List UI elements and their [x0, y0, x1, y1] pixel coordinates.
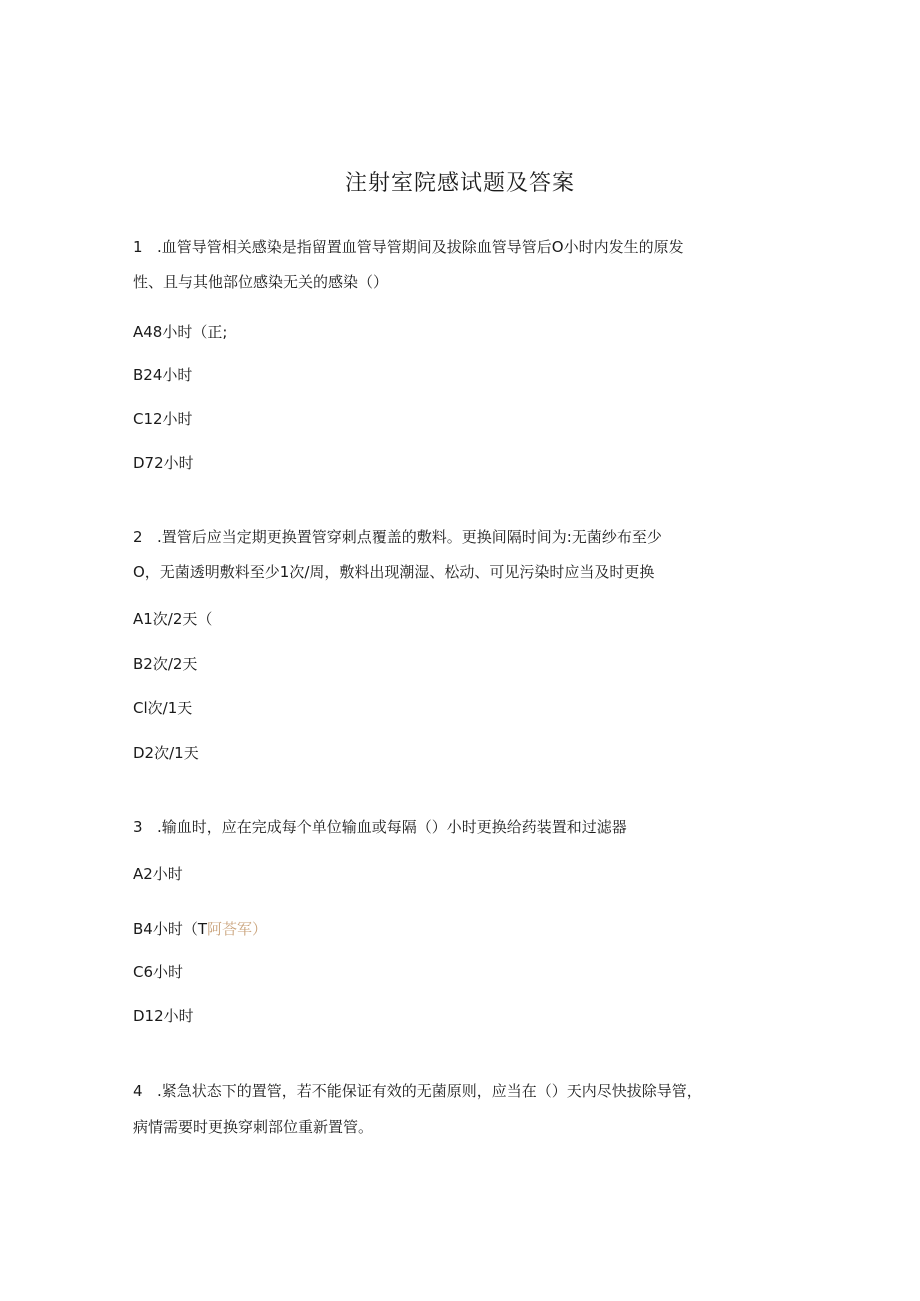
question-3-option-b-text: B4小时（T	[133, 920, 207, 938]
question-1-text: .血管导管相关感染是指留置血管导管期间及拔除血管导管后O小时内发生的原发	[157, 238, 684, 256]
question-3-number: 3	[133, 818, 143, 836]
question-2-number: 2	[133, 528, 143, 546]
question-2-line-2: O，无菌透明敷料至少1次/周，敷料出现潮湿、松动、可见污染时应当及时更换	[133, 563, 655, 581]
question-3-line-1	[133, 817, 627, 837]
question-3-option-b	[133, 919, 267, 939]
question-2-text: .置管后应当定期更换置管穿刺点覆盖的敷料。更换间隔时间为:无菌纱布至少	[157, 528, 662, 546]
answer-stamp: 阿荅军）	[207, 920, 268, 938]
question-4-line-1	[133, 1081, 702, 1101]
question-4-number: 4	[133, 1082, 143, 1100]
question-1-number: 1	[133, 238, 143, 256]
question-1-option-a: A48小时（正;	[133, 323, 228, 341]
question-4-line-2: 病情需要时更换穿刺部位重新置管。	[133, 1118, 374, 1136]
question-3-option-a: A2小时	[133, 865, 183, 883]
question-1-line-2: 性、且与其他部位感染无关的感染（）	[133, 273, 389, 291]
page-title: 注射室院感试题及答案	[344, 171, 575, 196]
question-1-option-c: C12小时	[133, 410, 193, 428]
question-1-option-b: B24小时	[133, 366, 193, 384]
question-3-option-c: C6小时	[133, 963, 184, 981]
question-1-option-d: D72小时	[133, 454, 194, 472]
question-2-option-a: A1次/2天（	[133, 610, 213, 628]
question-2-option-d: D2次/1天	[133, 744, 199, 762]
question-1-line-1	[133, 237, 684, 257]
question-2-option-b: B2次/2天	[133, 655, 198, 673]
question-3-text: .输血时，应在完成每个单位输血或每隔（）小时更换给药装置和过滤器	[157, 818, 627, 836]
question-2-option-c: Cl次/1天	[133, 699, 193, 717]
question-2-line-1	[133, 527, 662, 547]
question-3-option-d: D12小时	[133, 1007, 194, 1025]
question-4-text: .紧急状态下的置管，若不能保证有效的无菌原则，应当在（）天内尽快拔除导管，	[157, 1082, 702, 1100]
